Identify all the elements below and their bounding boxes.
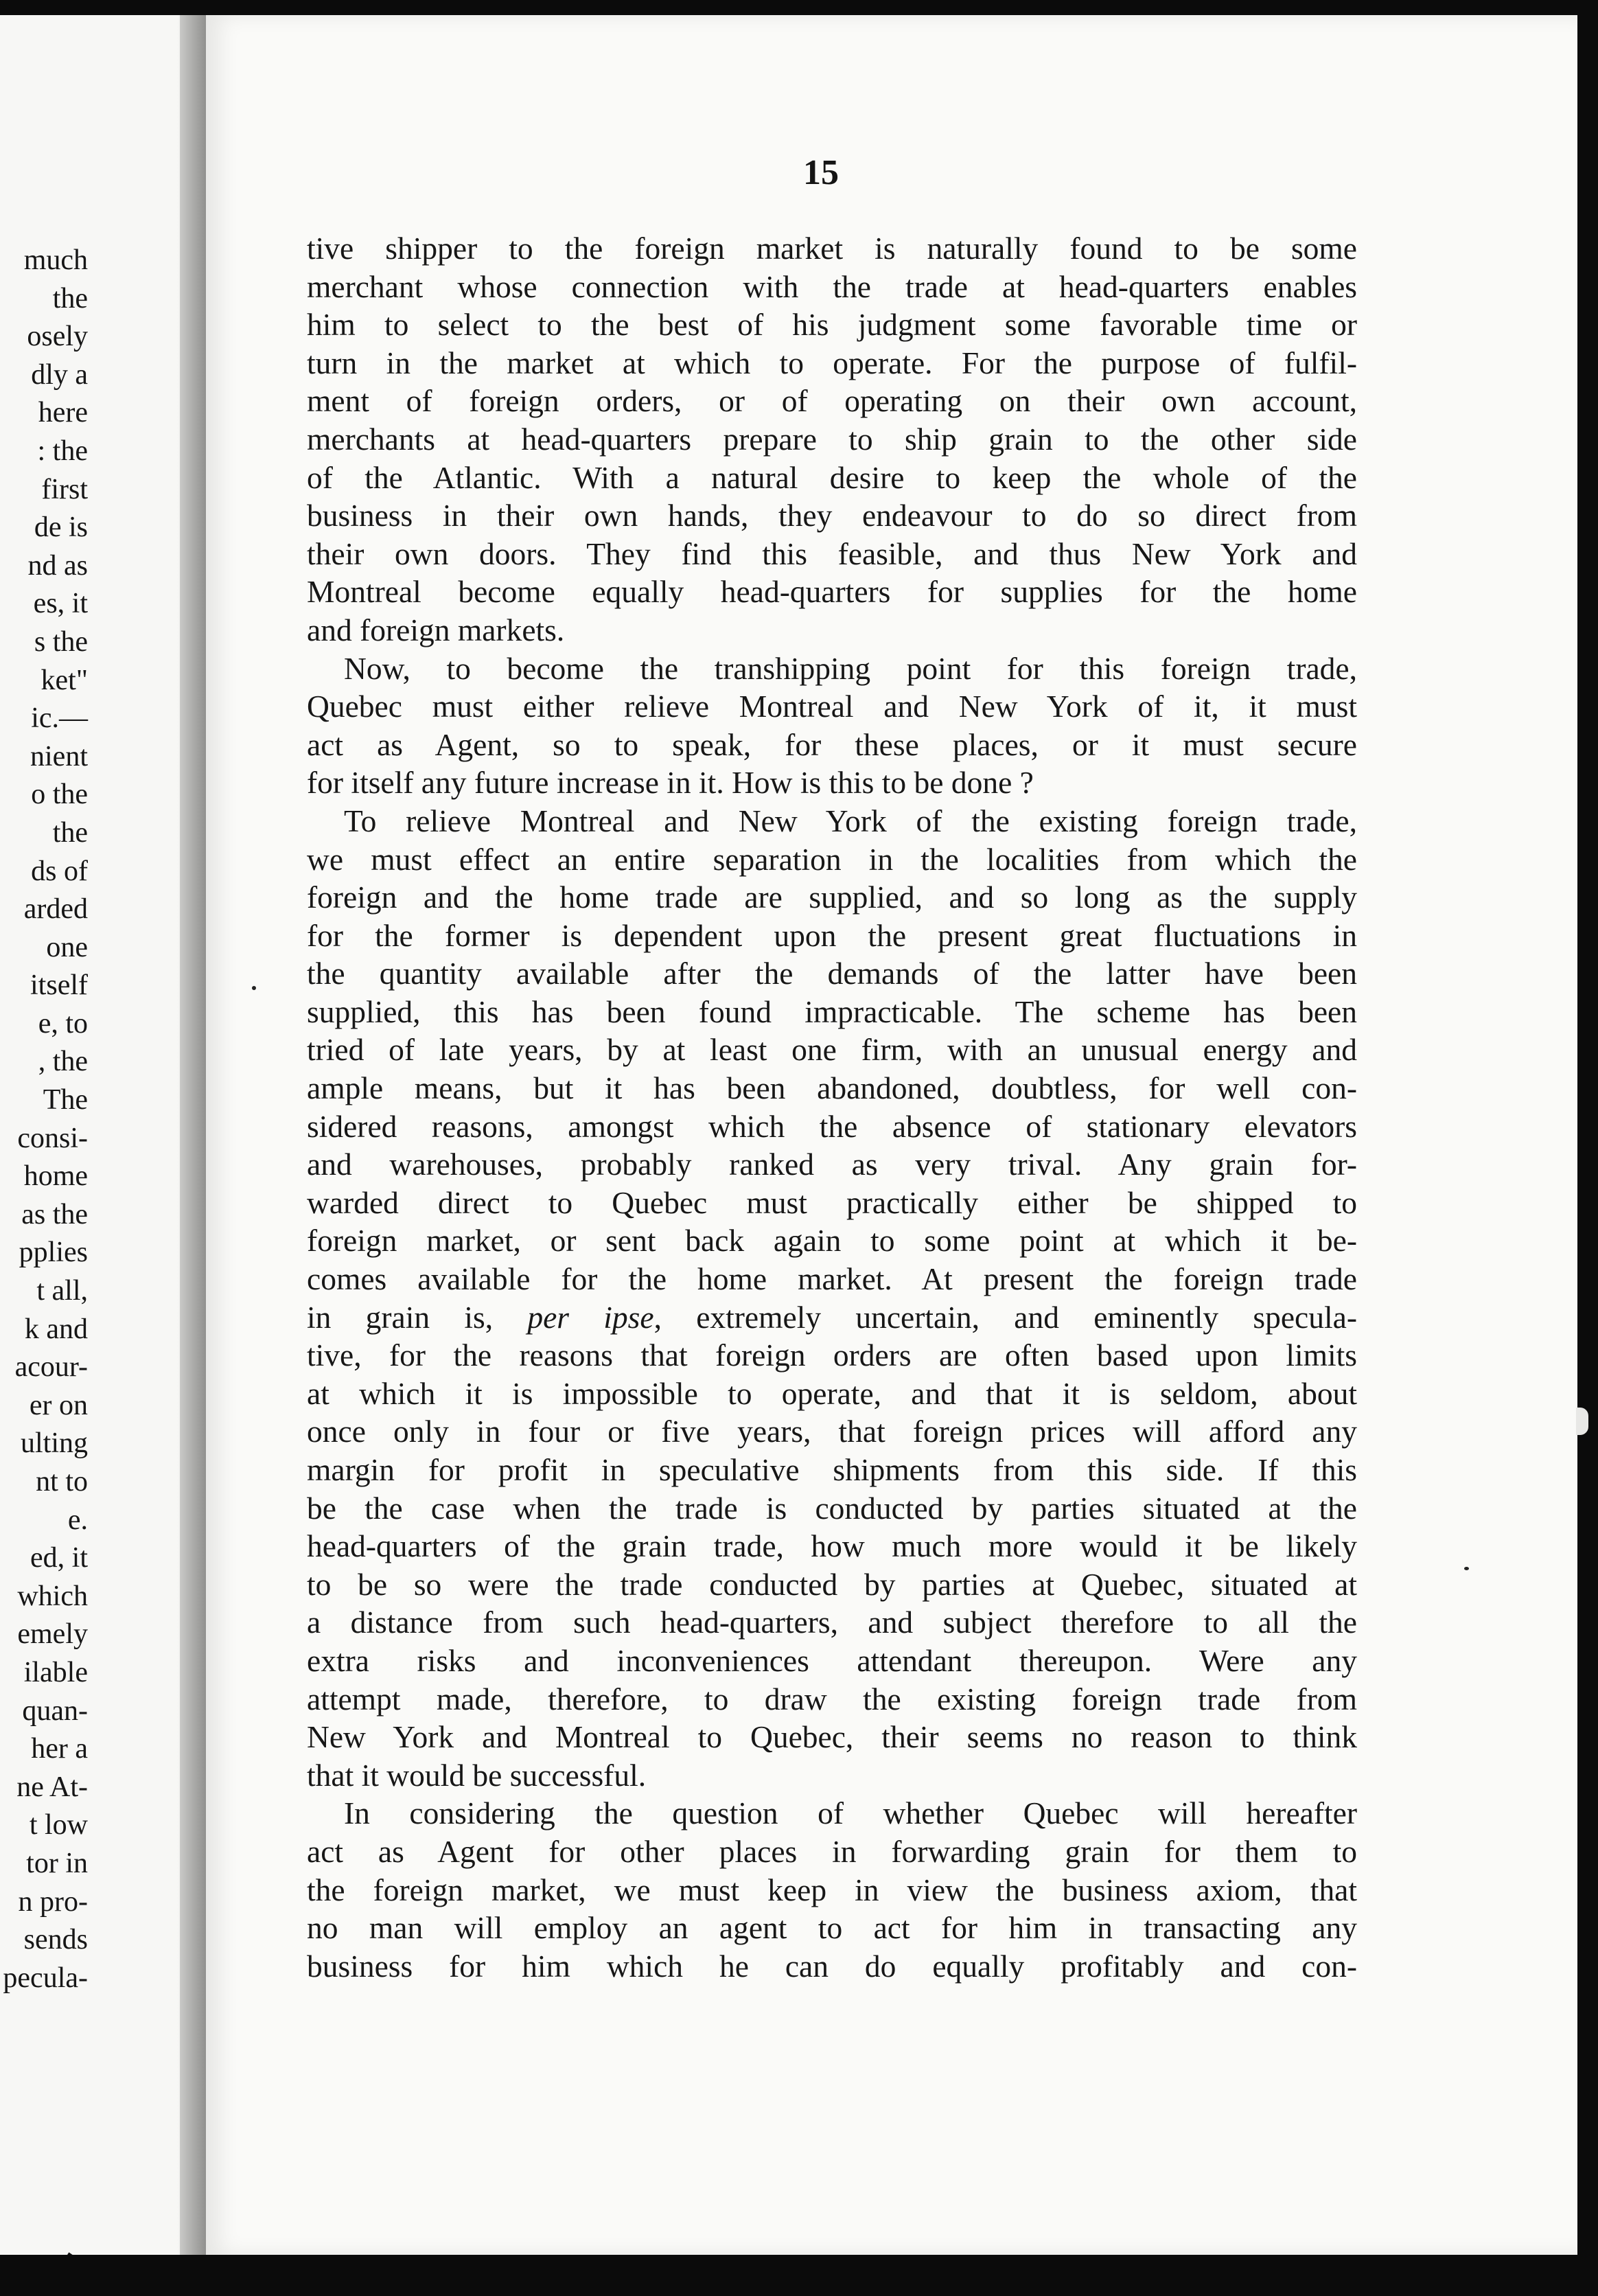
text-segment: , extremely uncertain, and eminently specula- [653, 1299, 1357, 1335]
left-page-fragment: t all, [36, 1275, 88, 1307]
left-page-fragment: e. [67, 1504, 88, 1536]
left-page-fragment: er on [29, 1389, 88, 1421]
text-line: supplied, this has been found impracticable. The scheme has been [307, 994, 1357, 1029]
left-page-fragment: t low [29, 1809, 88, 1841]
text-line: In considering the question of whether Quebec will hereafter [344, 1795, 1357, 1831]
left-page-fragment: ket" [40, 664, 88, 696]
left-page-fragment: as the [21, 1198, 88, 1230]
left-page-fragment: here [38, 397, 88, 429]
text-line: ment of foreign orders, or of operating on their own account, [307, 383, 1357, 419]
text-line: a distance from such head-quarters, and subject therefore to all the [307, 1605, 1357, 1640]
text-line: the foreign market, we must keep in view the business axiom, that [307, 1872, 1357, 1907]
left-page-fragment: o the [31, 779, 88, 811]
left-page-fragment: quan- [22, 1695, 88, 1727]
left-page-fragment: The [43, 1084, 88, 1116]
left-page-fragment: osely [27, 321, 88, 353]
left-page-fragment: much [23, 244, 88, 276]
left-page-fragment: pplies [19, 1237, 88, 1269]
text-line: we must effect an entire separation in the localities from which the [307, 841, 1357, 877]
italic-phrase: per ipse [527, 1299, 654, 1335]
left-page-fragment: itself [30, 969, 88, 1002]
left-page-fragment: es, it [33, 588, 88, 620]
text-line: their own doors. They find this feasible, and thus New York and [307, 536, 1357, 571]
left-page-fragment: tor in [26, 1847, 88, 1879]
left-page-fragment: ilable [23, 1656, 88, 1688]
left-page-fragment: ic.— [31, 702, 88, 735]
text-line: for the former is dependent upon the present great fluctuations in [307, 917, 1357, 953]
text-line: act as Agent, so to speak, for these places, or it must secure [307, 726, 1357, 762]
text-line: extra risks and inconveniences attendant thereupon. Were any [307, 1642, 1357, 1678]
text-line: To relieve Montreal and New York of the existing foreign trade, [344, 803, 1357, 838]
text-line: that it would be successful. [307, 1757, 647, 1793]
left-page-fragment: pecula- [3, 1962, 88, 1994]
text-line: margin for profit in speculative shipments from this side. If this [307, 1452, 1357, 1487]
left-page-fragment: n pro- [18, 1885, 88, 1918]
text-line: New York and Montreal to Quebec, their seems no reason to think [307, 1719, 1357, 1755]
text-line: once only in four or five years, that foreign prices will afford any [307, 1414, 1357, 1449]
left-page-fragment: acour- [14, 1351, 88, 1384]
text-line: business for him which he can do equally profitably and con- [307, 1948, 1357, 1984]
left-page-fragment: arded [23, 893, 88, 926]
left-page-fragment: emely [17, 1618, 88, 1651]
text-line: and warehouses, probably ranked as very trival. Any grain for- [307, 1147, 1357, 1182]
text-line: tried of late years, by at least one firm, with an unusual energy and [307, 1032, 1357, 1068]
left-page-fragment: ed, it [30, 1542, 88, 1574]
text-line: no man will employ an agent to act for him in transacting any [307, 1910, 1357, 1946]
text-line: foreign and the home trade are supplied, and so long as the supply [307, 880, 1357, 915]
text-line: tive shipper to the foreign market is naturally found to be some [307, 231, 1357, 266]
left-page-fragment: de is [34, 512, 88, 544]
left-page-fragment: sends [23, 1924, 88, 1956]
left-page-fragment: nd as [27, 549, 88, 582]
text-line: him to select to the best of his judgment some favorable time or [307, 307, 1357, 343]
left-page [0, 15, 205, 2255]
left-page-fragment: ds of [31, 855, 88, 887]
text-line: tive, for the reasons that foreign orders are often based upon limits [307, 1338, 1357, 1373]
left-page-fragment: ne At- [16, 1771, 88, 1803]
page-edge-tab [1576, 1408, 1588, 1435]
left-page-fragment: : the [37, 435, 88, 467]
text-segment: in grain is, [307, 1299, 528, 1335]
text-line: Montreal become equally head-quarters for supplies for the home [307, 574, 1357, 610]
left-page-fragment: consi- [17, 1122, 88, 1154]
text-line: ample means, but it has been abandoned, doubtless, for well con- [307, 1070, 1357, 1106]
text-line: attempt made, therefore, to draw the existing foreign trade from [307, 1681, 1357, 1717]
left-page-fragment: nt to [36, 1466, 88, 1497]
text-line: merchant whose connection with the trade at head-quarters enables [307, 268, 1357, 304]
text-line: at which it is impossible to operate, and that it is seldom, about [307, 1375, 1357, 1411]
text-line: comes available for the home market. At present the foreign trade [307, 1261, 1357, 1297]
text-line: merchants at head-quarters prepare to ship grain to the other side [307, 421, 1357, 457]
text-line [307, 1298, 1357, 1337]
text-line: sidered reasons, amongst which the absence of stationary elevators [307, 1108, 1357, 1144]
corner-mark [67, 2252, 77, 2255]
text-line: Quebec must either relieve Montreal and New York of it, it must [307, 689, 1357, 724]
left-page-fragment: , the [38, 1046, 88, 1078]
left-page-fragment: ulting [20, 1427, 88, 1460]
text-line: Now, to become the transhipping point for this foreign trade, [344, 650, 1357, 686]
text-line: to be so were the trade conducted by parties at Quebec, situated at [307, 1566, 1357, 1602]
text-line: be the case when the trade is conducted by parties situated at the [307, 1490, 1357, 1526]
text-line: and foreign markets. [307, 612, 565, 647]
left-page-fragment: her a [31, 1733, 88, 1765]
left-page-fragment: dly a [31, 358, 88, 391]
text-line: warded direct to Quebec must practically either be shipped to [307, 1184, 1357, 1220]
text-line: the quantity available after the demands of the latter have been [307, 956, 1357, 991]
left-page-fragment: e, to [38, 1007, 88, 1040]
left-page-text-fragments [0, 242, 88, 1997]
left-page-fragment: one [46, 931, 88, 963]
text-line: business in their own hands, they endeavour to do so direct from [307, 498, 1357, 533]
left-page-fragment: the [52, 282, 88, 314]
left-page-fragment: nient [30, 740, 88, 772]
left-page-fragment: first [41, 473, 88, 505]
left-page-fragment: the [52, 816, 88, 849]
stray-mark [1464, 1567, 1469, 1570]
left-page-fragment: home [23, 1160, 88, 1193]
text-line: act as Agent for other places in forwarding grain for them to [307, 1833, 1357, 1869]
left-page-fragment: s the [34, 625, 88, 658]
stray-mark [252, 986, 256, 990]
body-text [307, 229, 1357, 1985]
text-line: of the Atlantic. With a natural desire to keep the whole of the [307, 459, 1357, 495]
text-line: foreign market, or sent back again to some point at which it be- [307, 1223, 1357, 1259]
text-line: for itself any future increase in it. How is this to be done ? [307, 765, 1034, 801]
left-page-fragment: k and [24, 1313, 88, 1345]
page-number: 15 [803, 153, 839, 192]
text-line: turn in the market at which to operate. For the purpose of fulfil- [307, 345, 1357, 380]
text-line: head-quarters of the grain trade, how much more would it be likely [307, 1528, 1357, 1564]
left-page-fragment: which [17, 1580, 88, 1612]
